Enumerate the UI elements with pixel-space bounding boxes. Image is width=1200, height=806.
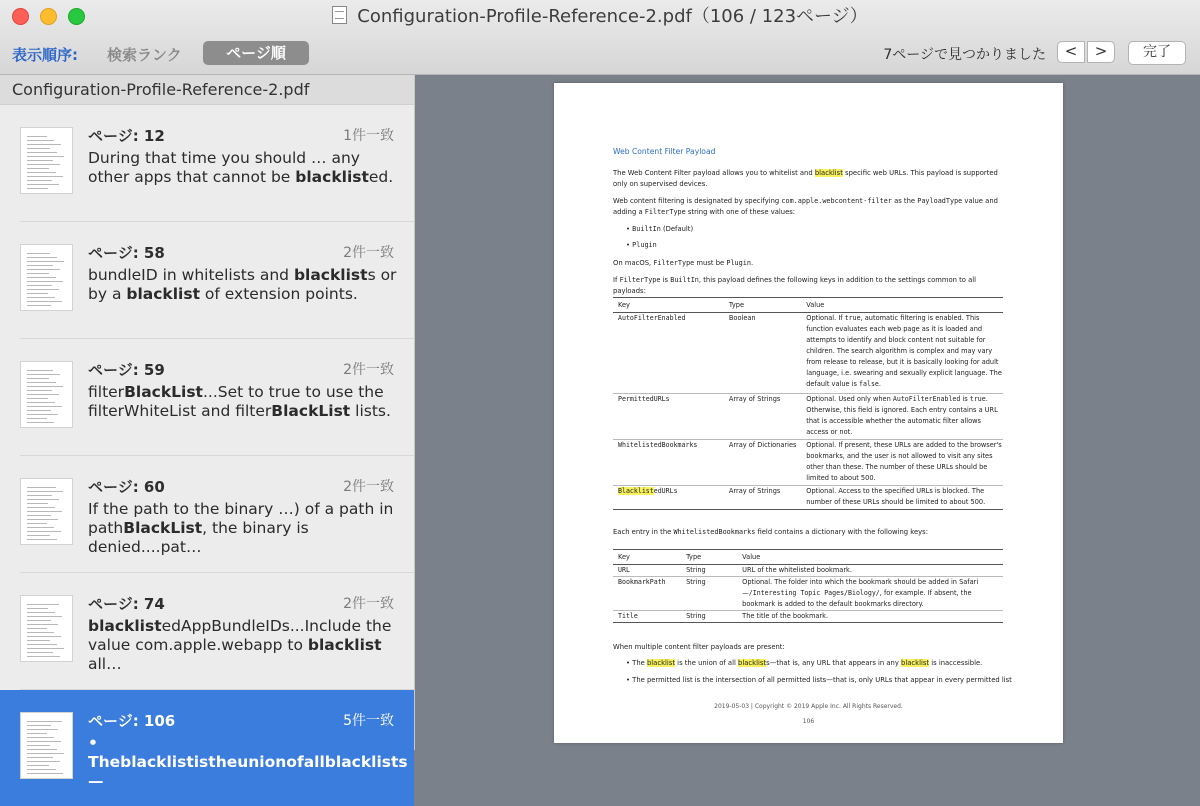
snippet-match: blacklist — [295, 168, 369, 186]
table-row — [613, 577, 1003, 611]
thumbnail-line — [27, 632, 54, 633]
paragraph-filter-type — [613, 196, 1008, 218]
thumbnail-line — [27, 648, 64, 649]
text-run: . Otherwise, this field is ignored. Each entry contains a URL that is accessible whether the automatic filter allows access or not. — [806, 395, 998, 436]
thumbnail-line — [27, 378, 49, 379]
table-type-cell: Boolean — [724, 313, 801, 394]
thumbnail-line — [27, 390, 52, 391]
thumbnail-line — [27, 172, 56, 173]
text-run: The permitted list is the intersection of all permitted lists—that is, only URLs that appear in every permitted list — [632, 676, 1012, 684]
thumbnail-line — [27, 297, 55, 298]
thumbnail-line — [27, 418, 47, 419]
sort-by-rank-button[interactable]: 検索ランク — [107, 46, 182, 64]
text-run: The — [632, 659, 647, 667]
result-page-number: ページ: 74 — [88, 595, 165, 613]
previous-result-button[interactable]: < — [1057, 41, 1085, 63]
thumbnail-line — [27, 624, 58, 625]
text-run: Plugin — [726, 259, 751, 267]
table-value-cell — [801, 313, 1003, 394]
table-row — [613, 611, 1003, 623]
text-run: , this payload defines the following keys in addition to the settings common to all payloads: — [613, 276, 977, 295]
text-run: Optional. The folder into which the bookmark should be added in Safari— — [742, 578, 979, 597]
keys-table — [613, 297, 1003, 510]
thumbnail-line — [27, 176, 63, 177]
thumbnail-line — [27, 305, 51, 306]
thumbnail-line — [27, 281, 63, 282]
table-key-cell — [613, 486, 724, 510]
text-run: Optional. If — [806, 314, 845, 322]
result-match-count: 1件一致 — [343, 128, 394, 144]
table-value-cell — [801, 394, 1003, 440]
text-run: PermittedURLs — [618, 395, 670, 403]
text-run: value and adding a — [613, 197, 998, 216]
text-run: Optional. If present, these URLs are added to the browser's bookmarks, and the user is not allowed to visit any sites other than these. The number of these URLs should be limited to about 500. — [806, 441, 1002, 482]
thumbnail-line — [27, 636, 61, 637]
highlighted-match: blacklist — [738, 659, 767, 667]
text-run: true — [844, 314, 861, 322]
table-key-cell — [613, 440, 724, 486]
table-row — [613, 565, 1003, 577]
thumbnail-line — [27, 608, 48, 609]
page-heading: Web Content Filter Payload — [613, 147, 716, 156]
bullet-marker: • — [626, 676, 633, 684]
highlighted-match: blacklist — [646, 659, 676, 667]
highlighted-match: blacklist — [901, 659, 930, 667]
paragraph-multiple: When multiple content filter payloads are present: — [613, 643, 785, 651]
bullet-blacklist-union — [626, 658, 1021, 669]
thumbnail-line — [27, 168, 49, 169]
thumbnail-line — [27, 503, 48, 504]
snippet-match: blacklist — [126, 285, 200, 303]
table-value-cell — [737, 611, 1003, 623]
text-run: is the union of all — [675, 659, 739, 667]
snippet-text: filter — [88, 383, 125, 401]
text-run: The Web Content Filter payload allows you to whitelist and — [613, 169, 815, 177]
thumbnail-line — [27, 188, 48, 189]
text-run: false — [859, 380, 879, 388]
thumbnail-line — [27, 402, 55, 403]
search-result-item[interactable] — [20, 105, 414, 222]
thumbnail-line — [27, 753, 64, 754]
text-run: FilterType — [653, 259, 695, 267]
text-run: FilterType — [619, 276, 661, 284]
thumbnail-line — [27, 257, 57, 258]
thumbnail-line — [27, 386, 63, 387]
thumbnail-line — [27, 301, 62, 302]
search-result-item[interactable] — [0, 690, 414, 806]
search-result-item[interactable] — [20, 222, 414, 339]
text-run: s—that is, any URL that appears in any — [766, 659, 902, 667]
table-key-cell: Title — [613, 611, 681, 623]
text-run: Plugin — [632, 241, 657, 249]
table-header-cell: Key — [613, 298, 724, 313]
thumbnail-line — [27, 285, 52, 286]
highlighted-match: Blacklist — [618, 487, 654, 495]
text-run: true — [969, 395, 986, 403]
text-run: If — [613, 276, 620, 284]
snippet-text: ...Set to true to use the filterWhiteList and filter — [88, 383, 384, 420]
next-result-button[interactable]: > — [1087, 41, 1115, 63]
page-thumbnail — [20, 361, 73, 428]
thumbnail-line — [27, 382, 56, 383]
thumbnail-line — [27, 273, 49, 274]
pdf-page — [554, 83, 1063, 743]
thumbnail-line — [27, 604, 59, 605]
text-run: BuiltIn — [670, 276, 699, 284]
text-run: On macOS, — [613, 259, 654, 267]
thumbnail-line — [27, 612, 55, 613]
text-run: , for example. If absent, the bookmark is added to the default bookmarks directory. — [742, 589, 972, 608]
result-match-count: 2件一致 — [343, 479, 394, 495]
result-page-number: ページ: 60 — [88, 478, 165, 496]
table-type-cell: String — [681, 565, 737, 577]
thumbnail-line — [27, 394, 59, 395]
thumbnail-line — [27, 495, 52, 496]
table-value-cell — [801, 440, 1003, 486]
page-thumbnail — [20, 244, 73, 311]
thumbnail-line — [27, 410, 51, 411]
thumbnail-line — [27, 733, 47, 734]
thumbnail-line — [27, 745, 50, 746]
text-run: string with one of these values: — [685, 208, 796, 216]
text-run: Optional. Access to the specified URLs is blocked. The number of these URLs should be limited to about 500. — [806, 487, 986, 506]
thumbnail-line — [27, 644, 57, 645]
snippet-text: lists. — [350, 402, 391, 420]
title-bar — [0, 0, 1200, 75]
snippet-text: s or by a — [88, 266, 397, 303]
thumbnail-line — [27, 253, 50, 254]
thumbnail-line — [27, 499, 59, 500]
result-page-number: ページ: 58 — [88, 244, 165, 262]
thumbnail-line — [27, 374, 60, 375]
snippet-match: blacklist — [88, 617, 162, 635]
snippet-text: During that time you should … any other apps that cannot be — [88, 149, 360, 186]
thumbnail-line — [27, 725, 51, 726]
paragraph-bookmarks — [613, 527, 1008, 538]
thumbnail-line — [27, 765, 49, 766]
table-type-cell: String — [681, 611, 737, 623]
page-thumbnail — [20, 127, 73, 194]
search-results-sidebar — [0, 75, 415, 790]
thumbnail-line — [27, 289, 59, 290]
result-snippet — [88, 617, 398, 673]
table-header-cell: Type — [681, 550, 737, 565]
table-value-cell — [801, 486, 1003, 510]
thumbnail-line — [27, 741, 61, 742]
thumbnail-line — [27, 140, 54, 141]
result-match-count: 2件一致 — [343, 362, 394, 378]
table-type-cell: Array of Strings — [724, 394, 801, 440]
results-file-name: Configuration-Profile-Reference-2.pdf — [0, 75, 414, 105]
table-key-cell — [613, 313, 724, 394]
table-key-cell — [613, 394, 724, 440]
thumbnail-line — [27, 620, 51, 621]
thumbnail-line — [27, 511, 62, 512]
search-result-count: 7ページで見つかりました — [883, 47, 1046, 63]
thumbnail-line — [27, 535, 50, 536]
result-match-count: 5件一致 — [343, 713, 394, 729]
thumbnail-line — [27, 531, 61, 532]
thumbnail-line — [27, 757, 53, 758]
text-run: field contains a dictionary with the following keys: — [755, 528, 928, 536]
thumbnail-line — [27, 761, 60, 762]
result-page-number: ページ: 59 — [88, 361, 165, 379]
thumbnail-line — [27, 491, 63, 492]
snippet-text: ed. — [368, 168, 394, 186]
table-header-cell: Value — [737, 550, 1003, 565]
table-type-cell: Array of Strings — [724, 486, 801, 510]
thumbnail-line — [27, 773, 63, 774]
result-match-count: 2件一致 — [343, 596, 394, 612]
table-key-cell: BookmarkPath — [613, 577, 681, 611]
text-run: edURLs — [653, 487, 678, 495]
table-row — [613, 394, 1003, 440]
table-key-cell: URL — [613, 565, 681, 577]
page-number: 106 — [802, 718, 815, 725]
thumbnail-line — [27, 164, 60, 165]
thumbnail-line — [27, 148, 50, 149]
thumbnail-line — [27, 487, 56, 488]
thumbnail-line — [27, 370, 53, 371]
page-footer: 2019-05-03 | Copyright © 2019 Apple Inc. All Rights Reserved. — [714, 703, 903, 710]
text-run: The title of the bookmark. — [742, 612, 829, 620]
thumbnail-line — [27, 652, 53, 653]
snippet-text: bundleID in whitelists and — [88, 266, 294, 284]
thumbnail-line — [27, 184, 59, 185]
text-run: (Default) — [660, 225, 694, 233]
text-run: is — [960, 395, 970, 403]
table-header-cell: Type — [724, 298, 801, 313]
table-row — [613, 486, 1003, 510]
text-run: specific web URLs. This payload is supported only on supervised devices. — [613, 169, 998, 188]
thumbnail-line — [27, 156, 64, 157]
thumbnail-line — [27, 422, 54, 423]
snippet-match: BlackList — [124, 383, 203, 401]
snippet-text: If the path to the binary …) of a path in path — [88, 500, 394, 537]
snippet-match: BlackList — [123, 519, 203, 537]
thumbnail-line — [27, 406, 62, 407]
snippet-text: all… — [88, 655, 122, 673]
text-run: AutoFilterEnabled — [892, 395, 961, 403]
result-page-number: ページ: 106 — [88, 712, 176, 730]
thumbnail-line — [27, 136, 47, 137]
text-run: is — [660, 276, 671, 284]
text-run: as the — [891, 197, 918, 205]
text-run: WhitelistedBookmarks — [673, 528, 756, 536]
thumbnail-line — [27, 616, 62, 617]
text-run: URL of the whitelisted bookmark. — [742, 566, 852, 574]
page-thumbnail — [20, 595, 73, 662]
thumbnail-line — [27, 265, 53, 266]
bullet-marker: • — [626, 225, 633, 233]
result-match-count: 2件一致 — [343, 245, 394, 261]
text-run: AutoFilterEnabled — [618, 314, 686, 322]
bullet-marker: • — [626, 241, 633, 249]
thumbnail-line — [27, 261, 64, 262]
bullet-marker: • — [626, 659, 633, 667]
table-row — [613, 313, 1003, 394]
text-run: FilterType — [644, 208, 686, 216]
window-title-text: Configuration-Profile-Reference-2.pdf（106 / 123ページ） — [357, 6, 868, 27]
window-title — [0, 4, 1200, 30]
thumbnail-line — [27, 769, 56, 770]
table-type-cell: Array of Dictionaries — [724, 440, 801, 486]
table-value-cell — [737, 577, 1003, 611]
snippet-text: edAppBundleIDs...Include the value com.apple.webapp to — [88, 617, 392, 654]
thumbnail-line — [27, 737, 54, 738]
result-snippet — [88, 149, 398, 187]
thumbnail-line — [27, 269, 60, 270]
page-thumbnail — [20, 478, 73, 545]
bullet-plugin — [626, 240, 1021, 251]
snippet-text: , the binary is denied....pat… — [88, 519, 309, 556]
snippet-match: blacklist — [293, 266, 368, 284]
search-result-item[interactable] — [20, 573, 414, 690]
page-thumbnail — [20, 712, 73, 779]
text-run: WhitelistedBookmarks — [618, 441, 698, 449]
thumbnail-line — [27, 398, 48, 399]
thumbnail-line — [27, 414, 58, 415]
text-run: /Interesting Topic Pages/Biology/ — [748, 589, 880, 597]
search-result-item[interactable] — [20, 456, 414, 573]
text-run: , automatic filtering is enabled. This function evaluates each web page as it is loaded and attempts to identify and block content not suitable for children. The search algorithm is complex and may vary from release to release, but it is basically looking for adult language, i.e. swearing and sexually explicit language. — [806, 314, 999, 377]
thumbnail-line — [27, 523, 47, 524]
done-button[interactable]: 完了 — [1128, 41, 1186, 65]
thumbnail-line — [27, 729, 58, 730]
thumbnail-line — [27, 152, 57, 153]
snippet-match: blacklist — [307, 636, 382, 654]
result-snippet — [88, 383, 398, 421]
table-value-cell — [737, 565, 1003, 577]
sort-order-label: 表示順序: — [12, 46, 78, 64]
bullet-builtin — [626, 224, 1021, 235]
thumbnail-line — [27, 640, 50, 641]
thumbnail-line — [27, 293, 48, 294]
thumbnail-line — [27, 160, 53, 161]
result-snippet — [88, 500, 398, 556]
result-snippet — [88, 266, 398, 304]
text-run: Each entry in the — [613, 528, 674, 536]
thumbnail-line — [27, 144, 61, 145]
snippet-text: of extension points. — [200, 285, 358, 303]
thumbnail-line — [27, 656, 60, 657]
sort-by-page-button[interactable]: ページ順 — [203, 41, 309, 65]
table-header-cell: Key — [613, 550, 681, 565]
table-header-cell: Value — [801, 298, 1003, 313]
result-snippet: • Theblacklististheunionofallblacklists— — [88, 734, 408, 790]
result-page-number: ページ: 12 — [88, 127, 165, 145]
thumbnail-line — [27, 519, 58, 520]
thumbnail-line — [27, 628, 47, 629]
search-result-item[interactable] — [20, 339, 414, 456]
text-run: PayloadType — [917, 197, 963, 205]
snippet-match: BlackList — [271, 402, 351, 420]
text-run: . — [878, 380, 881, 388]
paragraph-keys — [613, 275, 1008, 297]
thumbnail-line — [27, 527, 54, 528]
paragraph-intro — [613, 168, 1008, 190]
text-run: BuiltIn — [632, 225, 661, 233]
thumbnail-line — [27, 277, 56, 278]
thumbnail-line — [27, 515, 51, 516]
thumbnail-line — [27, 507, 55, 508]
table-row — [613, 440, 1003, 486]
thumbnail-line — [27, 539, 57, 540]
text-run: com.apple.webcontent-filter — [781, 197, 892, 205]
results-list — [0, 105, 414, 806]
thumbnail-line — [27, 721, 62, 722]
table-type-cell: String — [681, 577, 737, 611]
text-run: is inaccessible. — [929, 659, 983, 667]
text-run: Web content filtering is designated by specifying — [613, 197, 782, 205]
text-run: Optional. Used only when — [806, 395, 893, 403]
thumbnail-line — [27, 180, 52, 181]
text-run: must be — [694, 259, 727, 267]
paragraph-macos — [613, 258, 1008, 269]
bullet-permitted-intersection — [626, 675, 1016, 686]
pdf-document-icon — [332, 6, 347, 24]
text-run: The default value is — [806, 369, 1002, 388]
bookmark-keys-table — [613, 549, 1003, 623]
thumbnail-line — [27, 749, 57, 750]
text-run: . — [750, 259, 754, 267]
highlighted-match: blacklist — [814, 169, 843, 177]
